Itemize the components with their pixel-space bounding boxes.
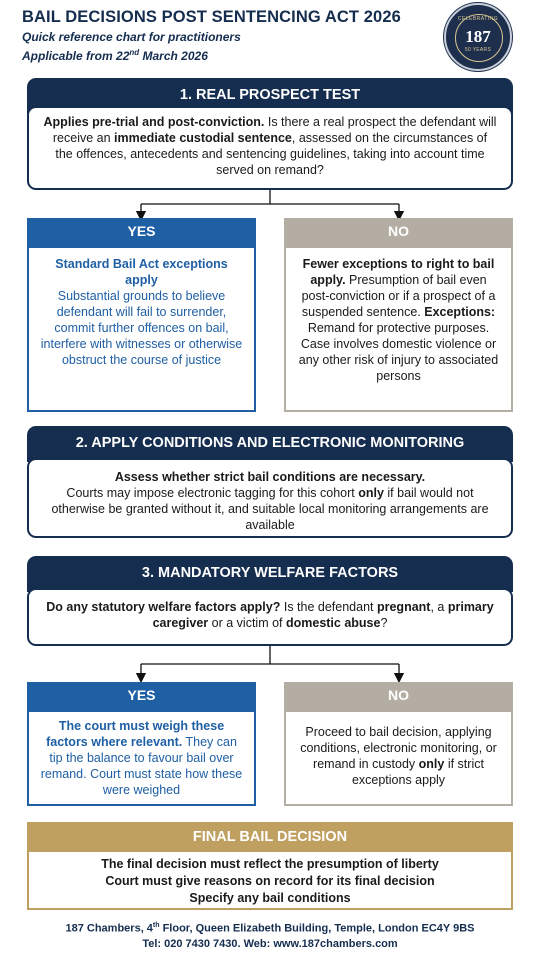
step3-no-header: NO: [284, 682, 513, 711]
step2-header: 2. APPLY CONDITIONS AND ELECTRONIC MONITORING: [27, 426, 513, 462]
chambers-logo: CELEBRATING 187 50 YEARS: [444, 3, 512, 71]
step2-box: Assess whether strict bail conditions are necessary. Courts may impose electronic tagging for this cohort only if bail would not otherwise be granted without it, and suitable local monitoring arrangements are available: [27, 458, 513, 538]
step1-no-header: NO: [284, 218, 513, 247]
page-title: BAIL DECISIONS POST SENTENCING ACT 2026: [22, 8, 401, 26]
final-decision-box: [27, 852, 513, 910]
step1-no-box: Fewer exceptions to right to bail apply. Presumption of bail even post-conviction or if a prospect of a suspended sentence. Exceptions: Remand for protective purposes. Case involves domestic violence or any other risk of injury to associated persons: [284, 246, 513, 412]
step1-yes-header: YES: [27, 218, 256, 247]
footer-address: 187 Chambers, 4th Floor, Queen Elizabeth Building, Temple, London EC4Y 9BS: [65, 922, 475, 935]
step3-yes-box: The court must weigh these factors where relevant. They can tip the balance to favour bail over remand. Court must state how these were weighed: [27, 710, 256, 806]
step1-header: 1. REAL PROSPECT TEST: [27, 78, 513, 114]
final-line: Specify any bail conditions: [189, 891, 351, 905]
final-decision-header: FINAL BAIL DECISION: [27, 822, 513, 852]
page-subtitle: Quick reference chart for practitioners: [22, 30, 241, 44]
step3-yes-header: YES: [27, 682, 256, 711]
step3-header: 3. MANDATORY WELFARE FACTORS: [27, 556, 513, 592]
final-line: The final decision must reflect the presumption of liberty: [101, 857, 439, 871]
step3-no-box: Proceed to bail decision, applying conditions, electronic monitoring, or remand in custody only if strict exceptions apply: [284, 710, 513, 806]
footer-contact: Tel: 020 7430 7430. Web: www.187chambers.com: [142, 938, 398, 950]
final-line: Court must give reasons on record for its final decision: [105, 874, 435, 888]
step3-box: Do any statutory welfare factors apply? Is the defendant pregnant, a primary caregiver or a victim of domestic abuse?: [27, 588, 513, 646]
step1-box: Applies pre-trial and post-conviction. Is there a real prospect the defendant will receive an immediate custodial sentence, assessed on the circumstances of the offences, antecedents and sentencing guidelines, taking into account time served on remand?: [27, 106, 513, 190]
step1-yes-box: Standard Bail Act exceptions apply Substantial grounds to believe defendant will fail to surrender, commit further offences on bail, interfere with witnesses or otherwise obstruct the course of justice: [27, 246, 256, 412]
applicable-date: Applicable from 22nd March 2026: [22, 48, 208, 63]
